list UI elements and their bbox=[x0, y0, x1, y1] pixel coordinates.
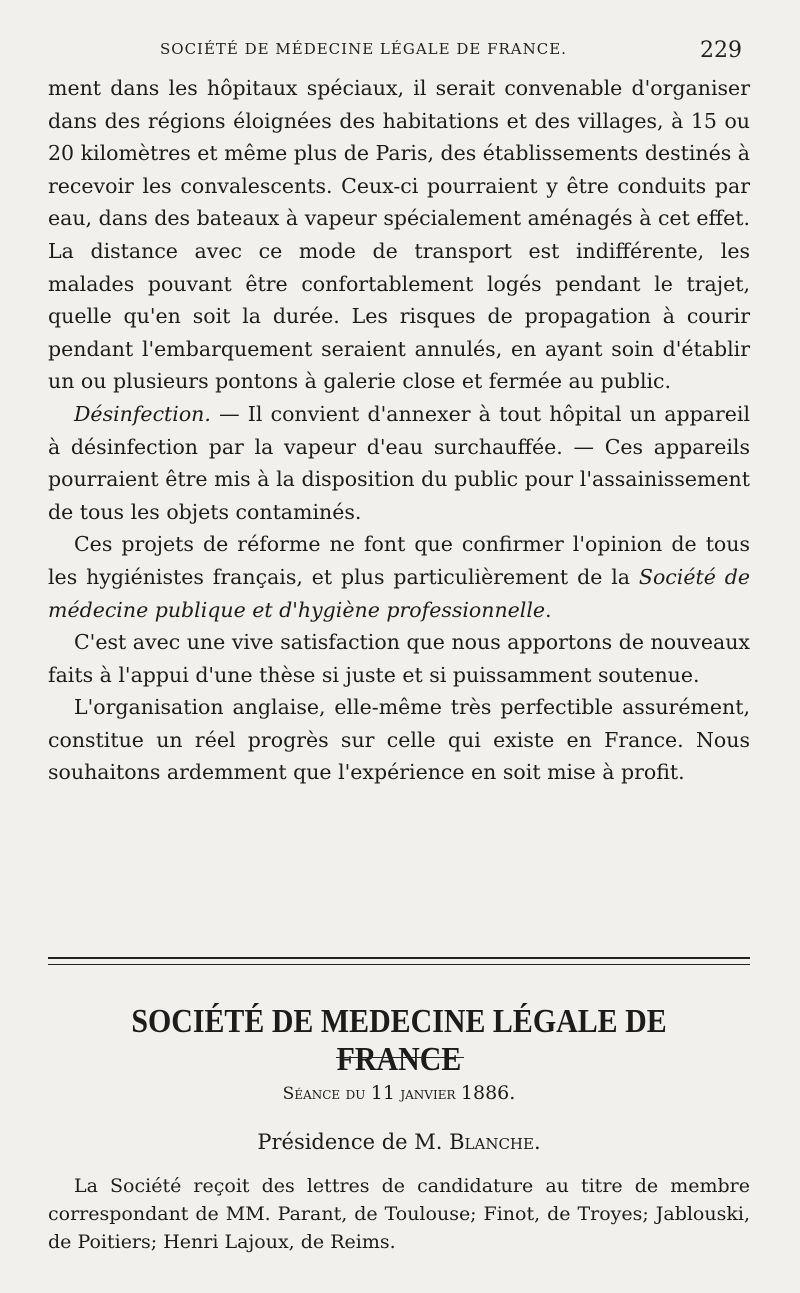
society-name: Société de médecine publique et d'hygiène professionnelle bbox=[48, 564, 751, 622]
running-title: SOCIÉTÉ DE MÉDECINE LÉGALE DE FRANCE. bbox=[160, 40, 567, 58]
reforme-end: . bbox=[545, 597, 552, 622]
paragraph-desinfection bbox=[48, 398, 750, 528]
desinfection-label: Désinfection. bbox=[74, 401, 211, 426]
paragraph-candidature: La Société reçoit des lettres de candidature au titre de membre correspondant de MM. Parant, de Toulouse; Finot, de Troyes; Jablouski, de Poitiers; Henri Lajoux, de Reims. bbox=[48, 1175, 750, 1253]
reforme-text: Ces projets de réforme ne font que confirmer l'opinion de tous les hygiénistes français, et plus particulièrement de la bbox=[48, 532, 750, 589]
section-title: SOCIÉTÉ DE MEDECINE LÉGALE DE FRANCE bbox=[131, 1003, 667, 1078]
paragraph-organisation: L'organisation anglaise, elle-même très perfectible assurément, constitue un réel progrès sur celle qui existe en France. Nous souhaitons ardemment que l'expérience en soit mise à profit. bbox=[48, 695, 750, 785]
body-text bbox=[48, 72, 750, 789]
paragraph-reforme bbox=[48, 528, 750, 626]
presidence-line: Présidence de M. Blanche. bbox=[257, 1130, 541, 1154]
paragraph-continuation: ment dans les hôpitaux spéciaux, il serait convenable d'organiser dans des régions éloignées des habitations et des villages, à 15 ou 20 kilomètres et même plus de Paris, des établissements destinés à recevoir les convalescents. Ceux-ci pourraient y être conduits par eau, dans des bateaux à vapeur spécialement aménagés à cet effet. La distance avec ce mode de transport est indifférente, les malades pouvant être confortablement logés pendant le trajet, quelle qu'en soit la durée. Les risques de propagation à courir pendant l'embarquement seraient annulés, en ayant soin d'établir un ou plusieurs pontons à galerie close et fermée au public. bbox=[48, 76, 750, 394]
title-underline bbox=[336, 1057, 464, 1058]
section-divider bbox=[48, 957, 750, 965]
candidature-text bbox=[48, 1172, 750, 1256]
page-number: 229 bbox=[700, 38, 742, 63]
seance-date: Séance du 11 janvier 1886. bbox=[282, 1082, 516, 1104]
paragraph-satisfaction: C'est avec une vive satisfaction que nous apportons de nouveaux faits à l'appui d'une thèse si juste et si puissamment soutenue. bbox=[48, 630, 750, 687]
desinfection-text: — Il convient d'annexer à tout hôpital un appareil à désinfection par la vapeur d'eau surchauffée. — Ces appareils pourraient être mis à la disposition du public pour l'assainissement de tous les objets contaminés. bbox=[48, 401, 750, 524]
